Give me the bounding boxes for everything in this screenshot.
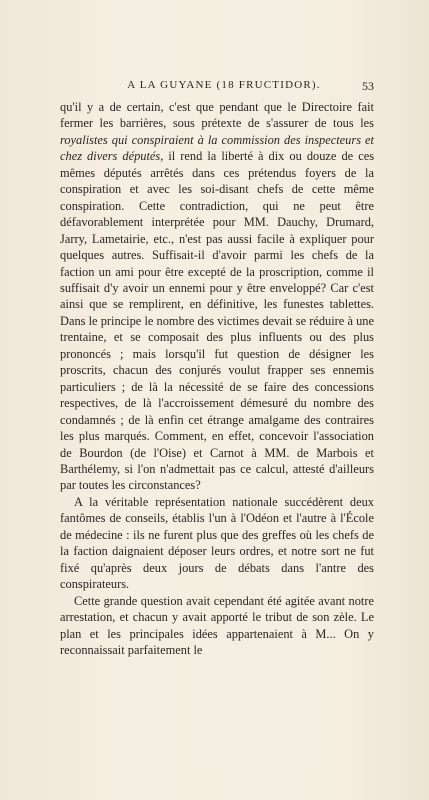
body-text xyxy=(60,99,374,658)
paragraph-1 xyxy=(60,99,374,494)
paragraph-3 xyxy=(60,593,374,659)
text-segment: qu'il y a de certain, c'est que pendant que le Directoire fait fermer les barrières, sous prétexte de s'assurer de tous les xyxy=(60,100,374,131)
text-segment: A la véritable représentation nationale succédèrent deux fantômes de conseils, établis l'un à l'Odéon et l'autre à l'École de médecine : ils ne furent plus que des greffes où les chefs de la faction daignaient déposer leurs ordres, et notre sort ne fut fixé qu'après deux jours de débats dans l'antre des conspirateurs. xyxy=(60,494,374,592)
text-segment: Cette grande question avait cependant été agitée avant notre arrestation, et chacun y avait apporté le tribut de son zèle. Le plan et les principales idées appartenaient à M... On y reconnaissait parfaitement le xyxy=(60,593,374,657)
page-number: 53 xyxy=(362,79,374,93)
running-head xyxy=(62,79,374,94)
running-title: A LA GUYANE (18 FRUCTIDOR). xyxy=(127,79,321,91)
paragraph-2 xyxy=(60,494,374,593)
text-segment: , il rend la liberté à dix ou douze de ces mêmes députés arrêtés dans ces prétendus foyers de la conspiration et avec les soi-disant chefs de cette même conspiration. Cette contradiction, qui ne peut être défavorablement interprétée pour MM. Dauchy, Drumard, Jarry, Lametairie, etc., n'est pas aussi facile à expliquer pour quelques autres. Suffisait-il d'avoir parmi les chefs de la faction un ami pour être excepté de la proscription, comme il suffisait d'y avoir un ennemi pour y être enveloppé? Car c'est ainsi que se remplirent, en définitive, les funestes tablettes. Dans le principe le nombre des victimes devait se réduire à une trentaine, et se composait des plus influents ou des plus prononcés ; mais lorsqu'il fut question de désigner les proscrits, chacun des conjurés voulut frapper ses ennemis particuliers ; de là la nécessité de se faire des concessions respectives, de là l'accroissement démesuré du nombre des condamnés ; de là enfin cet étrange amalgame des contraires les plus marqués. Comment, en effet, concevoir l'association de Bourdon (de l'Oise) et Carnot à MM. de Marbois et Barthélemy, si l'on n'admettait pas ce calcul, attesté d'ailleurs par toutes les circonstances? xyxy=(60,149,375,493)
italic-text: royalistes qui conspiraient à la commission des inspecteurs et chez divers députés xyxy=(60,132,374,164)
